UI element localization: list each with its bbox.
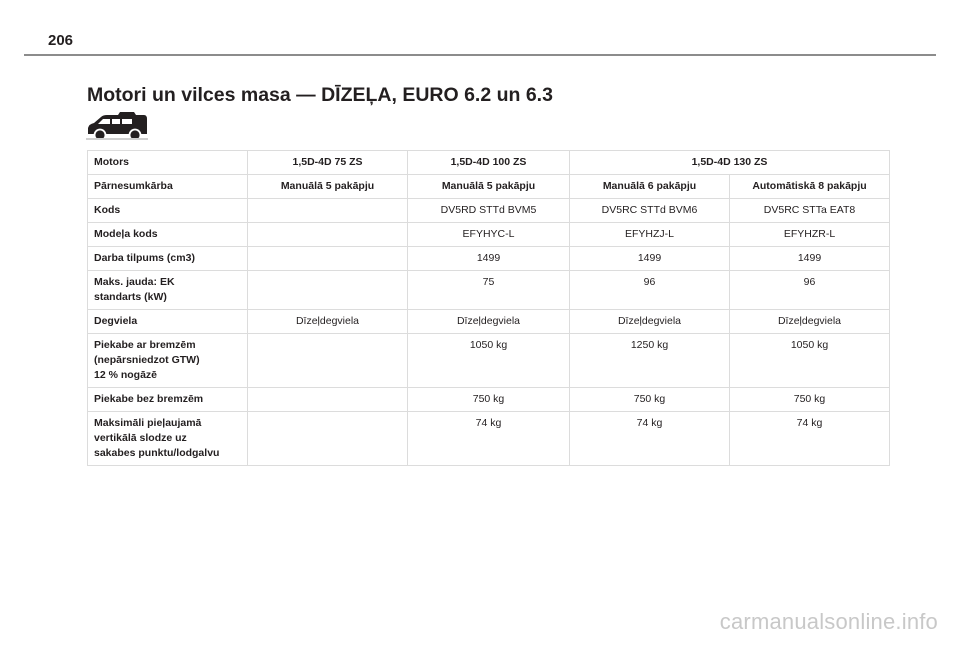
table-cell bbox=[248, 388, 408, 412]
table-cell bbox=[248, 412, 408, 466]
table-cell: Dīzeļdegviela bbox=[408, 310, 570, 334]
table-row bbox=[88, 223, 890, 247]
gearbox-label: Pārnesumkārba bbox=[88, 175, 248, 199]
table-cell: Dīzeļdegviela bbox=[248, 310, 408, 334]
table-cell: 74 kg bbox=[570, 412, 730, 466]
table-row bbox=[88, 247, 890, 271]
row-label: Degviela bbox=[88, 310, 248, 334]
table-cell bbox=[248, 199, 408, 223]
gearbox-row bbox=[88, 175, 890, 199]
table-cell: EFYHZJ-L bbox=[570, 223, 730, 247]
page-title: Motori un vilces masa — DĪZEĻA, EURO 6.2 un 6.3 bbox=[87, 84, 553, 106]
gearbox-cell: Manuālā 6 pakāpju bbox=[570, 175, 730, 199]
table-cell: Dīzeļdegviela bbox=[570, 310, 730, 334]
van-icon bbox=[84, 112, 150, 142]
row-label: Modeļa kods bbox=[88, 223, 248, 247]
table-cell: 96 bbox=[570, 271, 730, 310]
table-cell: DV5RD STTd BVM5 bbox=[408, 199, 570, 223]
table-cell: 1050 kg bbox=[730, 334, 890, 388]
table-row bbox=[88, 310, 890, 334]
table-cell: 74 kg bbox=[408, 412, 570, 466]
table-cell: 1250 kg bbox=[570, 334, 730, 388]
table-cell: 1050 kg bbox=[408, 334, 570, 388]
row-label: Maks. jauda: EK standarts (kW) bbox=[88, 271, 248, 310]
table-row bbox=[88, 412, 890, 466]
table-cell: EFYHYC-L bbox=[408, 223, 570, 247]
table-cell bbox=[248, 223, 408, 247]
header-cell: 1,5D-4D 75 ZS bbox=[248, 151, 408, 175]
table-cell bbox=[248, 247, 408, 271]
row-label: Darba tilpums (cm3) bbox=[88, 247, 248, 271]
table-cell bbox=[248, 334, 408, 388]
gearbox-cell: Manuālā 5 pakāpju bbox=[408, 175, 570, 199]
table-row bbox=[88, 199, 890, 223]
table-row bbox=[88, 334, 890, 388]
table-cell: EFYHZR-L bbox=[730, 223, 890, 247]
table-cell: DV5RC STTd BVM6 bbox=[570, 199, 730, 223]
table-cell bbox=[248, 271, 408, 310]
page-number: 206 bbox=[48, 32, 74, 49]
table-cell: 1499 bbox=[408, 247, 570, 271]
gearbox-cell: Manuālā 5 pakāpju bbox=[248, 175, 408, 199]
header-label: Motors bbox=[88, 151, 248, 175]
header-cell: 1,5D-4D 130 ZS bbox=[570, 151, 890, 175]
table-cell: 74 kg bbox=[730, 412, 890, 466]
table-header-row bbox=[88, 151, 890, 175]
row-label: Piekabe bez bremzēm bbox=[88, 388, 248, 412]
table-row bbox=[88, 388, 890, 412]
table-cell: 750 kg bbox=[408, 388, 570, 412]
table-cell: 96 bbox=[730, 271, 890, 310]
header-cell: 1,5D-4D 100 ZS bbox=[408, 151, 570, 175]
header-divider bbox=[24, 54, 936, 56]
table-cell: 750 kg bbox=[730, 388, 890, 412]
table-cell: DV5RC STTa EAT8 bbox=[730, 199, 890, 223]
table-cell: Dīzeļdegviela bbox=[730, 310, 890, 334]
row-label: Piekabe ar bremzēm (nepārsniedzot GTW) 12 % nogāzē bbox=[88, 334, 248, 388]
table-cell: 1499 bbox=[570, 247, 730, 271]
table-row bbox=[88, 271, 890, 310]
table-cell: 750 kg bbox=[570, 388, 730, 412]
table-cell: 75 bbox=[408, 271, 570, 310]
table-cell: 1499 bbox=[730, 247, 890, 271]
row-label: Maksimāli pieļaujamā vertikālā slodze uz sakabes punktu/lodgalvu bbox=[88, 412, 248, 466]
watermark: carmanualsonline.info bbox=[719, 609, 938, 634]
row-label: Kods bbox=[88, 199, 248, 223]
gearbox-cell: Automātiskā 8 pakāpju bbox=[730, 175, 890, 199]
engine-spec-table bbox=[87, 150, 890, 466]
